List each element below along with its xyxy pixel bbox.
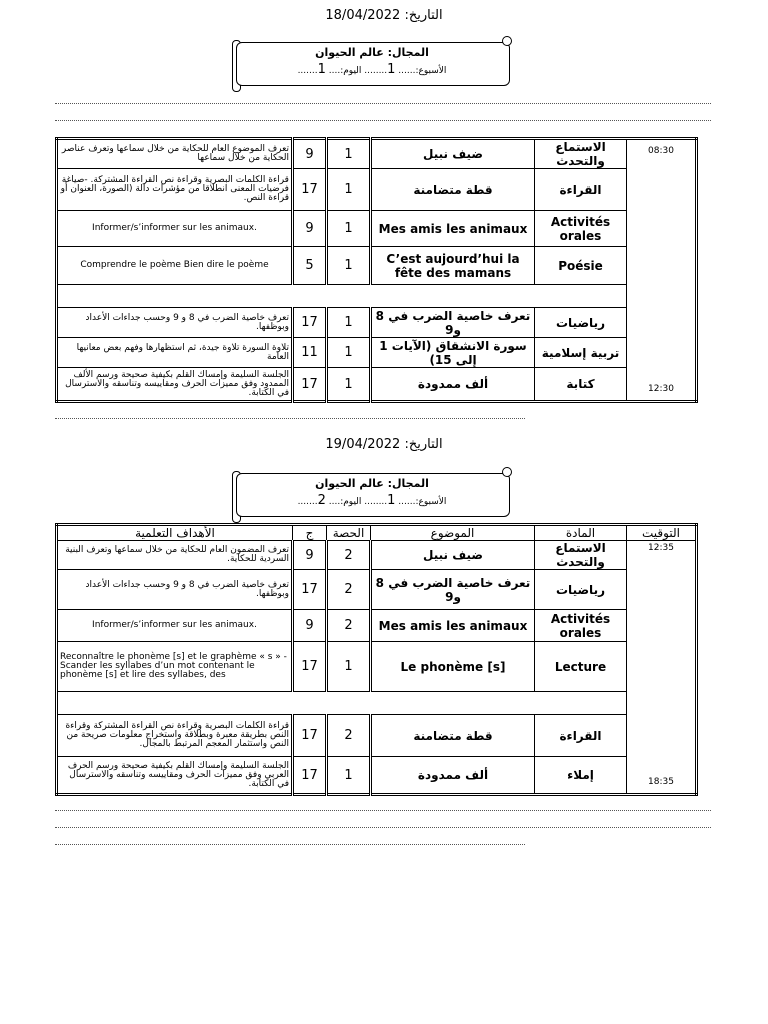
time-cell [627,139,697,402]
time-end: 12:30 [648,384,674,394]
objective-cell: Informer/s’informer sur les animaux. [57,610,293,642]
dotted-line [55,103,711,104]
subject-cell: كتابة [535,368,627,402]
day-value: 2 [317,493,326,508]
time-start: 12:35 [648,543,674,553]
objective-cell: Informer/s’informer sur les animaux. [57,211,293,247]
objective-cell: تعرف خاصية الضرب في 8 و 9 وحسب جداءات الأعداد وبوظفها. [57,570,293,610]
subject-cell: Lecture [535,642,627,692]
time-start: 08:30 [648,146,674,156]
table-row [57,139,697,169]
header-session: الحصة [327,525,371,541]
day2-schedule-table [55,523,698,796]
scroll-curl-right [502,36,512,46]
subject-cell: Poésie [535,247,627,285]
session-cell: 1 [327,308,371,338]
day-value: 1 [317,62,326,77]
header-week: ج [293,525,327,541]
scroll-curl-right [502,467,512,477]
dotted-line [55,810,711,811]
week-cell: 17 [293,169,327,211]
table-row [57,368,697,402]
session-cell: 1 [327,642,371,692]
day-label: اليوم: [340,497,362,507]
header-topic: الموضوع [371,525,535,541]
week-cell: 17 [293,570,327,610]
objective-cell: قراءة الكلمات البصرية وقراءة نص القراءة المشتركة وقراءة النص بطريقة معبرة وبطلاقة واستخراج معلومات صريحة من النص واستثمار المعجم المرتبط بالمجال. [57,715,293,757]
time-cell [627,541,697,795]
objective-cell: Reconnaître le phonème [s] et le graphème « s » - Scander les syllabes d’un mot contenant le phonème [s] et lire des syllabes, des [57,642,293,692]
topic-cell: Mes amis les animaux [371,610,535,642]
session-cell: 1 [327,338,371,368]
week-cell: 5 [293,247,327,285]
week-cell: 9 [293,541,327,570]
day-label: اليوم: [340,66,362,76]
header-objectives: الأهداف التعلمية [57,525,293,541]
topic-cell: Le phonème [s] [371,642,535,692]
day1-domain: المجال: عالم الحيوان [315,46,429,59]
topic-cell: تعرف خاصية الضرب في 8 و9 [371,308,535,338]
week-cell: 11 [293,338,327,368]
session-cell: 1 [327,139,371,169]
week-value: 1 [387,493,396,508]
session-cell: 2 [327,570,371,610]
dotted-line [55,844,525,845]
objective-cell: تعرف المضمون العام للحكاية من خلال سماعها وتعرف البنية السردية للحكاية. [57,541,293,570]
subject-cell: Activités orales [535,610,627,642]
objective-cell: قراءة الكلمات البصرية وقراءة نص القراءة المشتركة. -صياغة فرضيات المعنى انطلاقا من مؤشرات دالة (الصورة، العنوان أو قراءة النص. [57,169,293,211]
topic-cell: ضيف نبيل [371,139,535,169]
day1-week-day-line: الأسبوع:...... 1........ اليوم:.... 1....... [297,62,447,77]
week-cell: 9 [293,610,327,642]
subject-cell: إملاء [535,757,627,795]
session-cell: 1 [327,368,371,402]
topic-cell: قطة متضامنة [371,169,535,211]
table-row [57,610,697,642]
objective-cell: تعرف الموضوع العام للحكاية من خلال سماعها وتعرف عناصر الحكاية من خلال سماعها [57,139,293,169]
objective-cell: الجلسة السليمة وإمساك القلم بكيفية صحيحة ورسم الألف الممدود وفق مميزات الحرف ومقاييسه وتناسقه والاسترسال في الكتابة. [57,368,293,402]
week-value: 1 [387,62,396,77]
table-row [57,338,697,368]
session-cell: 1 [327,247,371,285]
week-cell: 17 [293,308,327,338]
dotted-line [55,827,711,828]
header-time: التوقيت [627,525,697,541]
header-row [57,525,697,541]
week-cell: 9 [293,139,327,169]
day2-domain: المجال: عالم الحيوان [315,477,429,490]
day1-scroll-banner [232,40,512,88]
table-row [57,570,697,610]
subject-cell: الاستماع والتحدث [535,541,627,570]
topic-cell: C’est aujourd’hui la fête des mamans [371,247,535,285]
day2-week-day-line: الأسبوع:...... 1........ اليوم:.... 2....... [297,493,447,508]
objective-cell: تعرف خاصية الضرب في 8 و 9 وحسب جداءات الأعداد وبوظفها. [57,308,293,338]
dotted-line [55,418,525,419]
dotted-line [55,120,711,121]
objective-cell: تلاوة السورة تلاوة جيدة، ثم استظهارها وفهم بعض معانيها العامة [57,338,293,368]
header-subject: المادة [535,525,627,541]
week-label: الأسبوع: [415,497,447,507]
break-cell [57,285,627,308]
topic-cell: تعرف خاصية الضرب في 8 و9 [371,570,535,610]
subject-cell: القراءة [535,169,627,211]
subject-cell: القراءة [535,715,627,757]
topic-cell: ضيف نبيل [371,541,535,570]
session-cell: 2 [327,541,371,570]
day2-scroll-banner [232,471,512,519]
topic-cell: ألف ممدودة [371,757,535,795]
day2-date: التاريخ: 19/04/2022 [325,437,443,452]
week-cell: 17 [293,715,327,757]
break-cell [57,692,627,715]
table-row [57,715,697,757]
session-cell: 1 [327,211,371,247]
subject-cell: الاستماع والتحدث [535,139,627,169]
topic-cell: Mes amis les animaux [371,211,535,247]
subject-cell: تربية إسلامية [535,338,627,368]
table-row [57,757,697,795]
objective-cell: Comprendre le poème Bien dire le poème [57,247,293,285]
subject-cell: رياضيات [535,308,627,338]
topic-cell: قطة متضامنة [371,715,535,757]
time-end: 18:35 [648,777,674,787]
week-cell: 17 [293,368,327,402]
objective-cell: الجلسة السليمة وإمساك القلم بكيفية صحيحة ورسم الحرف العربي وفق مميزات الحرف ومقاييسه وتناسقه والاسترسال في الكتابة. [57,757,293,795]
week-cell: 17 [293,642,327,692]
break-row [57,285,697,308]
table-row [57,308,697,338]
session-cell: 2 [327,610,371,642]
day1-schedule-table [55,137,698,403]
session-cell: 1 [327,757,371,795]
table-row [57,642,697,692]
week-cell: 17 [293,757,327,795]
day1-date: التاريخ: 18/04/2022 [325,8,443,23]
table-row [57,211,697,247]
week-cell: 9 [293,211,327,247]
session-cell: 2 [327,715,371,757]
table-row [57,541,697,570]
table-row [57,247,697,285]
topic-cell: ألف ممدودة [371,368,535,402]
subject-cell: Activités orales [535,211,627,247]
topic-cell: سورة الانشقاق (الآيات 1 إلى 15) [371,338,535,368]
subject-cell: رياضيات [535,570,627,610]
table-row [57,169,697,211]
session-cell: 1 [327,169,371,211]
week-label: الأسبوع: [415,66,447,76]
break-row [57,692,697,715]
